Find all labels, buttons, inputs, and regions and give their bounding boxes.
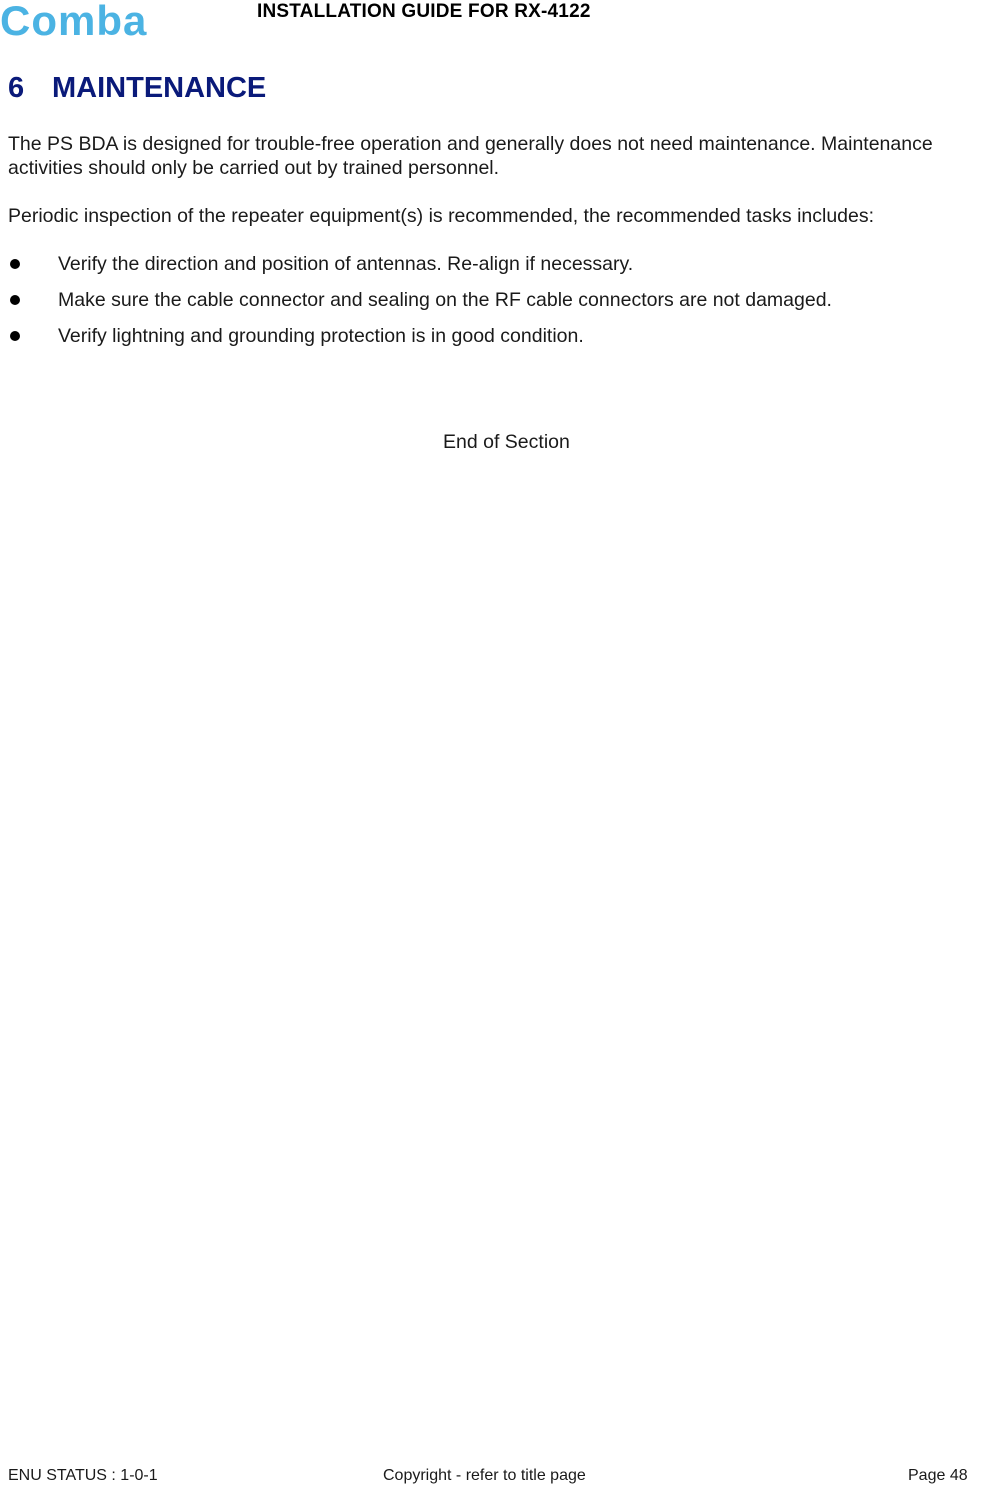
section-heading	[8, 72, 266, 105]
bullet-icon	[10, 295, 20, 305]
logo-text: Comba	[0, 2, 148, 42]
bullet-icon	[10, 259, 20, 269]
intro-paragraph: The PS BDA is designed for trouble-free operation and generally does not need maintenance. Maintenance activities should only be carried out by trained personnel.	[8, 133, 933, 179]
end-of-section-note: End of Section	[443, 431, 570, 453]
footer-page-number: Page 48	[908, 1467, 968, 1484]
footer-status: ENU STATUS : 1-0-1	[8, 1467, 158, 1484]
list-item-text: Verify lightning and grounding protection is in good condition.	[58, 325, 584, 347]
inspection-paragraph: Periodic inspection of the repeater equipment(s) is recommended, the recommended tasks includes:	[8, 205, 875, 227]
document-title: INSTALLATION GUIDE FOR RX-4122	[257, 1, 591, 22]
bullet-icon	[10, 331, 20, 341]
section-title: MAINTENANCE	[52, 72, 267, 104]
list-item-text: Make sure the cable connector and sealing on the RF cable connectors are not damaged.	[58, 289, 832, 311]
footer-copyright: Copyright - refer to title page	[383, 1467, 586, 1484]
list-item-text: Verify the direction and position of antennas. Re-align if necessary.	[58, 253, 634, 275]
comba-logo	[0, 2, 185, 42]
section-number: 6	[8, 72, 25, 104]
